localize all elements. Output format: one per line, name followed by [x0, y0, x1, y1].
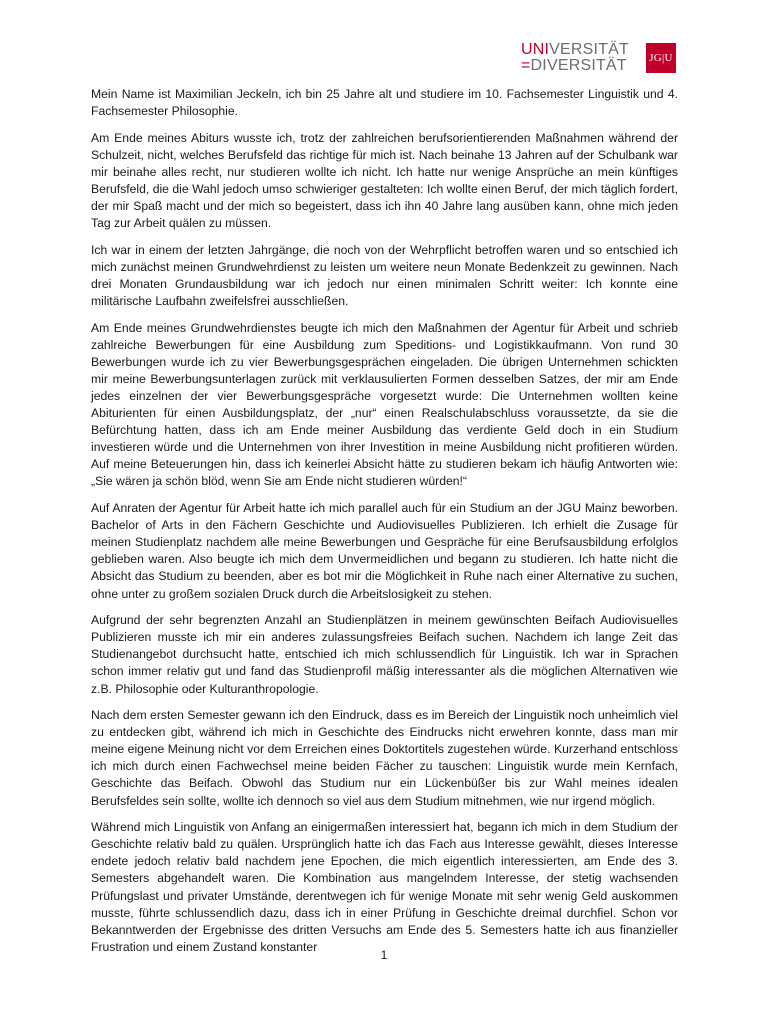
paragraph: Während mich Linguistik von Anfang an einigermaßen interessiert hat, begann ich mich in dem Studium der Geschichte relativ bald zu quälen. Ursprünglich hatte ich das Fach aus Interesse gewählt, dieses Interesse endete jedoch relativ bald nachdem jene Epochen, die mich eigentlich interessierten, am Ende des 3. Semesters abgehandelt waren. Die Kombination aus mangelndem Interesse, der stetig wachsenden Prüfungslast und privater Umstände, derentwegen ich für wenige Monate mit sehr wenig Geld auskommen musste, führte schlussendlich dazu, dass ich in einer Prüfung in Geschichte dreimal durchfiel. Schon vor Bekanntwerden der Ergebnisse des dritten Versuchs am Ende des 5. Semesters hatte ich aus finanzieller Frustration und einem Zustand konstanter	[91, 820, 678, 954]
logo-wordmark	[521, 42, 633, 74]
logo-line-2	[521, 58, 633, 74]
jgu-logo-box: JG|U	[646, 43, 676, 73]
paragraph: Ich war in einem der letzten Jahrgänge, die noch von der Wehrpflicht betroffen waren und so entschied ich mich zunächst meinen Grundwehrdienst zu leisten um weitere neun Monate Bedenkzeit zu gewinnen. Nach drei Monaten Grundausbildung war ich jedoch nur einen minimalen Schritt weiter: Ich konnte eine militärische Laufbahn zweifelsfrei ausschließen.	[91, 242, 678, 309]
page-number: 1	[380, 948, 388, 962]
logo-line-2-red: =	[521, 57, 531, 74]
logo-line-1-red: UNI	[521, 41, 550, 58]
paragraph: Aufgrund der sehr begrenzten Anzahl an Studienplätzen in meinem gewünschten Beifach Audiovisuelles Publizieren musste ich mir ein anderes zulassungsfreies Beifach suchen. Nachdem ich lange Zeit das Studienangebot durchsucht hatte, entschied ich mich schlussendlich für Linguistik. Ich war in Sprachen schon immer relativ gut und fand das Studienprofil mäßig interessanter als die möglichen Alternativen wie z.B. Philosophie oder Kulturanthropologie.	[91, 613, 678, 696]
logo-line-2-grey: DIVERSITÄT	[530, 57, 627, 74]
body-text	[91, 86, 678, 965]
logo-line-1-grey: VERSITÄT	[549, 41, 629, 58]
logo-line-1	[521, 42, 633, 58]
paragraph: Am Ende meines Abiturs wusste ich, trotz der zahlreichen berufsorientierenden Maßnahmen während der Schulzeit, nicht, welches Berufsfeld das richtige für mich ist. Nach beinahe 13 Jahren auf der Schulbank war mir beinahe alles recht, nur studieren wollte ich nicht. Ich hatte nur wenige Ansprüche an mein künftiges Berufsfeld, die die Wahl jedoch umso schwieriger gestalteten: Ich wollte einen Beruf, der mich täglich fordert, der mir Spaß macht und der mich so begeistert, dass ich ihn 40 Jahre lang ausüben kann, ohne mich jeden Tag zur Arbeit quälen zu müssen.	[91, 130, 678, 231]
paragraph: Nach dem ersten Semester gewann ich den Eindruck, dass es im Bereich der Linguistik noch unheimlich viel zu entdecken gibt, während ich mich in Geschichte des Eindrucks nicht erwehren konnte, dass man mir meine eigene Meinung nicht vor dem Erreichen eines Doktortitels zugestehen würde. Kurzerhand entschloss ich mich durch einen Fachwechsel meine beiden Fächer zu tauschen: Linguistik wurde mein Kernfach, Geschichte das Beifach. Obwohl das Studium nur ein Lückenbüßer bis zur Wahl meines idealen Berufsfeldes sein sollte, wollte ich dennoch so viel aus dem Studium mitnehmen, wie nur irgend möglich.	[91, 708, 678, 808]
paragraph: Am Ende meines Grundwehrdienstes beugte ich mich den Maßnahmen der Agentur für Arbeit und schrieb zahlreiche Bewerbungen für eine Ausbildung zum Speditions- und Logistikkaufmann. Von rund 30 Bewerbungen wurde ich zu vier Bewerbungsgesprächen eingeladen. Die übrigen Unternehmen schickten mir meine Bewerbungsunterlagen zurück mit verklausulierten Formen desselben Satzes, der mir am Ende jedes einzelnen der vier Bewerbungsgespräche vorgesetzt wurde: Die Unternehmen wollten keine Abiturienten für einen Ausbildungsplatz, der „nur“ einen Realschulabschluss voraussetzte, da sie die Befürchtung hatten, dass ich am Ende meiner Ausbildung das verdiente Geld doch in ein Studium investieren würde und die Unternehmen von ihrer Investition in meine Ausbildung nicht profitieren würden. Auf meine Beteuerungen hin, dass ich keinerlei Absicht hätte zu studieren bekam ich häufig Antworten wie: „Sie wären ja schön blöd, wenn Sie am Ende nicht studieren würden!“	[91, 320, 678, 489]
paragraph: Auf Anraten der Agentur für Arbeit hatte ich mich parallel auch für ein Studium an der JGU Mainz beworben. Bachelor of Arts in den Fächern Geschichte und Audiovisuelles Publizieren. Ich erhielt die Zusage für meinen Studienplatz nachdem alle meine Bewerbungen und Gespräche für eine Berufsausbildung erfolglos geblieben waren. Also beugte ich mich dem Unvermeidlichen und begann zu studieren. Ich hatte nicht die Absicht das Studium zu beenden, aber es bot mir die Möglichkeit in Ruhe nach einer Alternative zu suchen, ohne unter zu großem sozialen Druck durch die Arbeitslosigkeit zu stehen.	[91, 501, 678, 601]
university-logo	[521, 42, 681, 76]
paragraph: Mein Name ist Maximilian Jeckeln, ich bin 25 Jahre alt und studiere im 10. Fachsemester Linguistik und 4. Fachsemester Philosophie.	[91, 87, 678, 119]
